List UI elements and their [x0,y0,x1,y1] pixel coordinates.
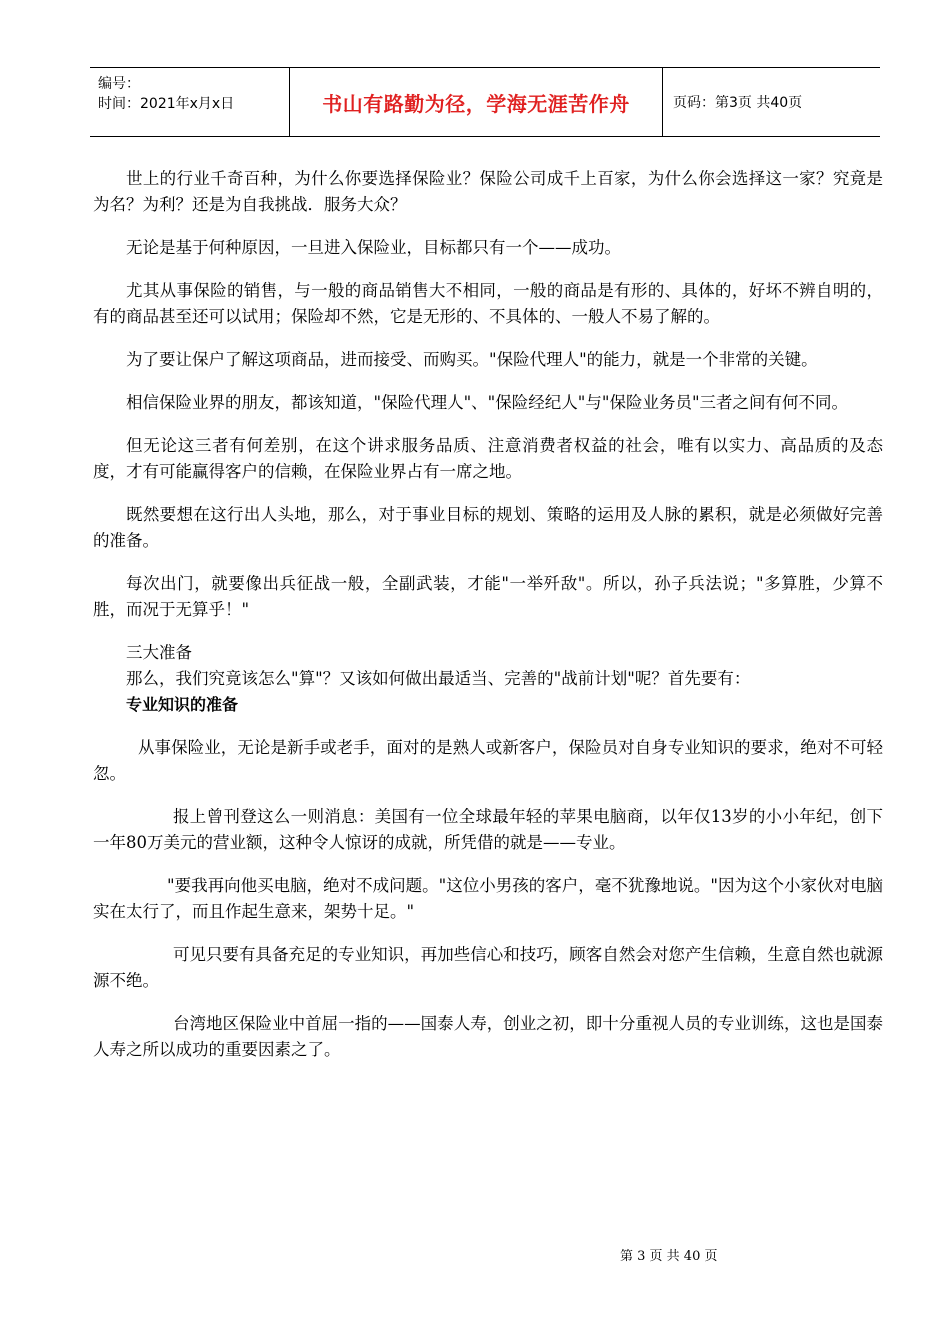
document-number: 编号： [98,76,140,92]
paragraph: 但无论这三者有何差别，在这个讲求服务品质、注意消费者权益的社会，唯有以实力、高品质的及态度，才有可能赢得客户的信赖，在保险业界占有一席之地。 [93,436,883,481]
paragraph: 台湾地区保险业中首屈一指的——国泰人寿，创业之初，即十分重视人员的专业训练，这也是国泰人寿之所以成功的重要因素之了。 [93,1014,883,1059]
paragraph: 可见只要有具备充足的专业知识，再加些信心和技巧，顾客自然会对您产生信赖，生意自然也就源源不绝。 [93,945,883,990]
document-body [93,166,883,1080]
paragraph: "要我再向他买电脑，绝对不成问题。"这位小男孩的客户，毫不犹豫地说。"因为这个小家伙对电脑实在太行了，而且作起生意来，架势十足。" [93,876,883,921]
section-intro: 那么，我们究竟该怎么"算"？又该如何做出最适当、完善的"战前计划"呢？首先要有： [126,669,751,688]
paragraph: 从事保险业，无论是新手或老手，面对的是熟人或新客户，保险员对自身专业知识的要求，绝对不可轻忽。 [93,738,883,783]
section-subheading: 专业知识的准备 [126,695,239,714]
paragraph: 既然要想在这行出人头地，那么，对于事业目标的规划、策略的运用及人脉的累积，就是必须做好完善的准备。 [93,505,883,550]
paragraph: 世上的行业千奇百种，为什么你要选择保险业？保险公司成千上百家，为什么你会选择这一家？究竟是为名？为利？还是为自我挑战．服务大众？ [93,169,883,214]
paragraph: 尤其从事保险的销售，与一般的商品销售大不相同，一般的商品是有形的、具体的，好坏不辨自明的，有的商品甚至还可以试用；保险却不然，它是无形的、不具体的、一般人不易了解的。 [93,281,883,326]
paragraph: 报上曾刊登这么一则消息：美国有一位全球最年轻的苹果电脑商，以年仅13岁的小小年纪，创下一年80万美元的营业额，这种令人惊讶的成就，所凭借的就是——专业。 [93,807,883,852]
paragraph: 为了要让保户了解这项商品，进而接受、而购买。"保险代理人"的能力，就是一个非常的关键。 [126,350,818,369]
header-page-number: 页码：第3页 共40页 [673,95,803,111]
paragraph: 每次出门，就要像出兵征战一般，全副武装，才能"一举歼敌"。所以，孙子兵法说；"多算胜，少算不胜，而况于无算乎！" [93,574,883,619]
header-page-info [663,68,880,136]
header-meta [90,68,290,136]
header-motto-cell [290,68,663,136]
page-footer: 第 3 页 共 40 页 [620,1249,718,1264]
paragraph: 相信保险业界的朋友，都该知道，"保险代理人"、"保险经纪人"与"保险业务员"三者之间有何不同。 [126,393,849,412]
page-header [90,67,880,137]
header-motto: 书山有路勤为径，学海无涯苦作舟 [322,91,630,116]
paragraph: 无论是基于何种原因，一旦进入保险业，目标都只有一个——成功。 [126,238,621,257]
document-date: 时间：2021年x月x日 [98,96,235,112]
section-title: 三大准备 [126,643,192,662]
